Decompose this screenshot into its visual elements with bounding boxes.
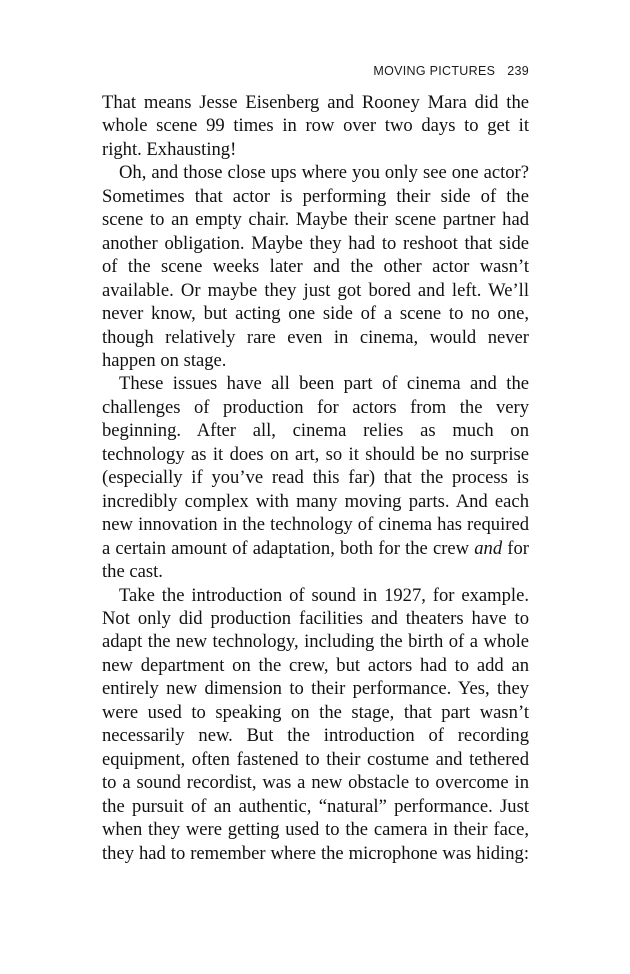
paragraph-1: That means Jesse Eisenberg and Rooney Mara did the whole scene 99 times in row over two days to get it right. Exhausting! bbox=[102, 92, 529, 160]
paragraph-4: Take the introduction of sound in 1927, for example. Not only did production facilities and theaters have to adapt the new technology, including the birth of a whole new department on the crew, but actors had to add an entirely new dimension to their performance. Yes, they were used to speaking on the stage, that part wasn’t necessarily new. But the introduction of recording equipment, often fastened to their costume and tethered to a sound recordist, was a new obstacle to overcome in the pursuit of an authentic, “natural” performance. Just when they were getting used to the camera in their face, they had to remember where the microphone was hiding: bbox=[102, 584, 529, 864]
paragraph-3 bbox=[102, 372, 529, 583]
body-text bbox=[102, 91, 529, 865]
running-head bbox=[373, 64, 529, 78]
paragraph-3-text-before: These issues have all been part of cinema and the challenges of production for actors from the very beginning. After all, cinema relies as much on technology as it does on art, so it should be no surprise (especially if you’ve read this far) that the process is incredibly complex with many moving parts. And each new innovation in the technology of cinema has required a certain amount of adaptation, both for the crew bbox=[102, 373, 529, 559]
paragraph-3-text-after: for the cast. bbox=[102, 537, 529, 583]
running-head-title: MOVING PICTURES bbox=[373, 64, 496, 78]
paragraph-2: Oh, and those close ups where you only see one actor? Sometimes that actor is performing their side of the scene to an empty chair. Maybe their scene partner had another obligation. Maybe they had to reshoot that side of the scene weeks later and the other actor wasn’t available. Or maybe they just got bored and left. We’ll never know, but acting one side of a scene to no one, though relatively rare even in cinema, would never happen on stage. bbox=[102, 162, 529, 371]
page-number: 239 bbox=[507, 64, 529, 78]
paragraph-3-emphasis: and bbox=[474, 537, 503, 559]
